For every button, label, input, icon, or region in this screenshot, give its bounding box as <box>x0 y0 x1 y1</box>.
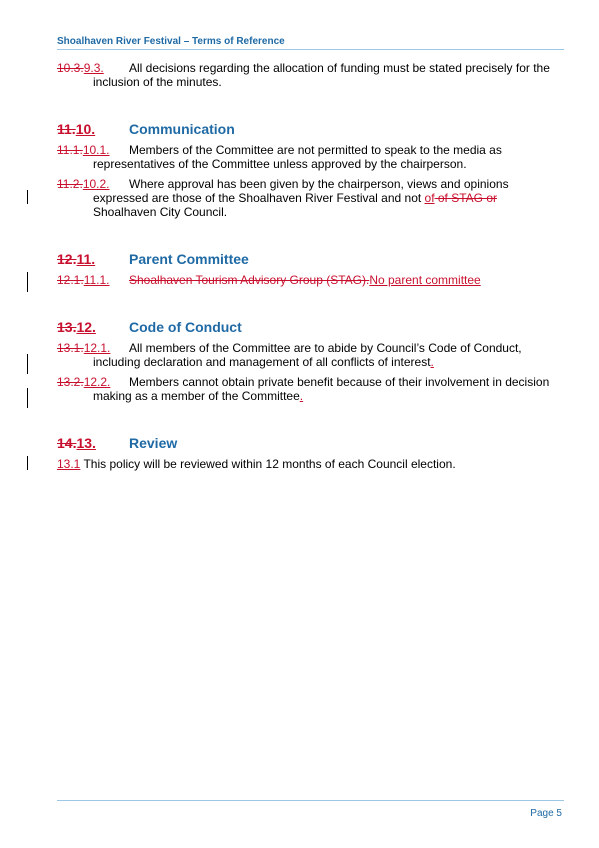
change-bar <box>27 388 28 408</box>
clause-number: 11.2.10.2. <box>57 177 110 191</box>
clause-10-1 <box>57 143 557 171</box>
clause-12-2: 13.2.12.2. Members cannot obtain private benefit because of their involvement in decision making as a member of the Committee. <box>57 375 550 403</box>
clause-number: 13.1.12.1. <box>57 341 111 355</box>
clause-number: 11.1.10.1. <box>57 143 110 157</box>
section-number: 13.12. <box>57 319 96 335</box>
clause-11-1: 12.1.11.1. Shoalhaven Tourism Advisory Group (STAG).No parent committee <box>57 273 481 287</box>
clause-9-3 <box>57 61 557 89</box>
change-bar <box>27 456 28 470</box>
header-divider <box>57 49 564 50</box>
clause-number: 12.1.11.1. <box>57 273 110 287</box>
page-number: Page 5 <box>530 808 562 819</box>
clause-number: 13.1 <box>57 457 81 471</box>
section-number: 12.11. <box>57 251 96 267</box>
clause-text: Members of the Committee are not permitted to speak to the media as representatives of the Committee unless approved by the chairperson. <box>93 143 502 171</box>
section-heading-review <box>57 435 177 451</box>
clause-10-2: 11.2.10.2. Where approval has been given by the chairperson, views and opinions expressed are those of the Shoalhaven River Festival and not of of STAG or Shoalhaven City Council. <box>57 177 509 219</box>
clause-text: This policy will be reviewed within 12 months of each Council election. <box>80 457 456 471</box>
section-heading-communication <box>57 121 235 137</box>
section-title: Parent Committee <box>129 251 249 267</box>
footer-divider <box>57 800 564 801</box>
document-header: Shoalhaven River Festival – Terms of Reference <box>57 36 285 47</box>
clause-text: All decisions regarding the allocation of funding must be stated precisely for the inclusion of the minutes. <box>93 61 550 89</box>
change-bar <box>27 272 28 292</box>
section-heading-code-of-conduct <box>57 319 242 335</box>
clause-number: 13.2.12.2. <box>57 375 111 389</box>
clause-13-1 <box>57 457 456 471</box>
section-heading-parent-committee <box>57 251 249 267</box>
clause-number: 10.3.9.3. <box>57 61 104 75</box>
section-title: Code of Conduct <box>129 319 242 335</box>
section-title: Communication <box>129 121 235 137</box>
section-title: Review <box>129 435 178 451</box>
section-number: 14.13. <box>57 435 96 451</box>
change-bar <box>27 190 28 204</box>
change-bar <box>27 354 28 374</box>
section-number: 11.10. <box>57 121 96 137</box>
clause-12-1: 13.1.12.1. All members of the Committee are to abide by Council’s Code of Conduct, including declaration and management of all conflicts of interest. <box>57 341 522 369</box>
